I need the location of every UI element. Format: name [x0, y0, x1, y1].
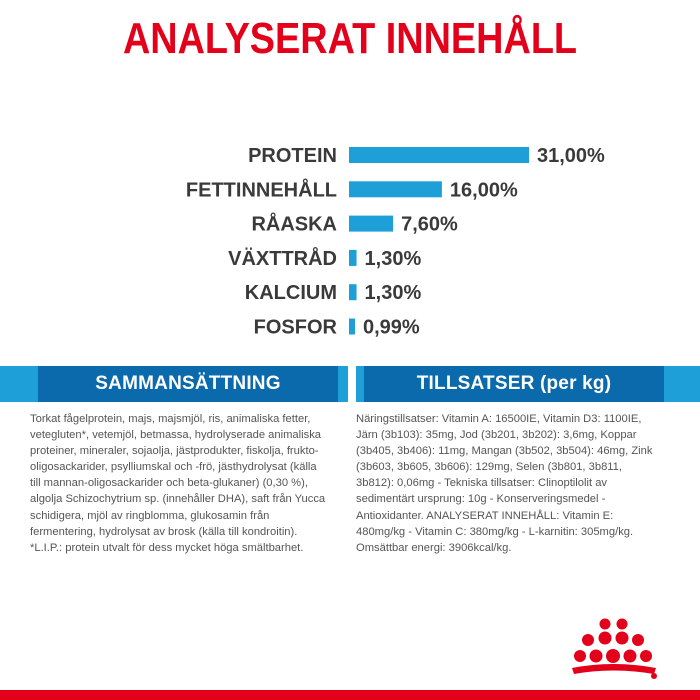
- value-label: 16,00%: [449, 179, 518, 202]
- bar: [349, 250, 357, 266]
- additives-heading: [364, 366, 664, 402]
- footer-red-line: [0, 690, 700, 700]
- additives-text: Näringstillsatser: Vitamin A: 16500IE, Vitamin D3: 1100IE, Järn (3b103): 35mg, Jod (3b201, 3b202): 3,6mg, Koppar (3b405, 3b406): 11mg, Mangan (3b502, 3b504): 46mg, Zink (3b603, 3b605, 3b606): 129mg, Selen (3b801, 3b811, 3b812): 0,06mg - Tekniska tillsatser: Clinoptilolit av sedimentärt ursprung: 10g - Konserveringsmedel - Antioxidanter. ANALYSERAT INNEHÅLL: Vitamin E: 480mg/kg - Vitamin C: 380mg/kg - L-karnitin: 305mg/kg. Omsättbar energi: 3906kcal/kg.: [356, 413, 653, 554]
- bar: [349, 147, 529, 163]
- value-label: 31,00%: [537, 145, 605, 167]
- nutrient-bar-chart: [0, 140, 700, 360]
- category-label: VÄXTTRÅD: [228, 247, 337, 270]
- bar: [349, 319, 355, 335]
- category-label: PROTEIN: [248, 145, 337, 167]
- value-label: 0,99%: [363, 316, 420, 339]
- value-label: 1,30%: [364, 247, 422, 270]
- royal-canin-crown-icon: [566, 616, 666, 682]
- bar: [349, 181, 442, 197]
- category-label: FOSFOR: [253, 316, 337, 339]
- bar: [349, 284, 357, 300]
- category-label: FETTINNEHÅLL: [185, 179, 337, 202]
- composition-heading: SAMMANSÄTTNING: [38, 366, 338, 402]
- category-label: RÅASKA: [251, 213, 337, 236]
- category-label: KALCIUM: [244, 282, 337, 305]
- page-title: ANALYSERAT INNEHÅLL: [122, 14, 578, 63]
- bar: [349, 216, 393, 232]
- value-label: 1,30%: [364, 282, 422, 305]
- value-label: 7,60%: [401, 213, 458, 236]
- additives-heading-text: TILLSATSER (per kg): [416, 373, 612, 394]
- composition-text: Torkat fågelprotein, majs, majsmjöl, ris, animaliska fetter, vetegluten*, vetemjöl, betmassa, hydrolyserade animaliska proteiner, mineraler, sojaolja, jästprodukter, fiskolja, frukto-oligosackarider, psylliumskal och -frö, jästhydrolysat (källa till mannan-oligosackarider och beta-glukaner) (0,30 %), algolja Schizochytrium sp. (innehåller DHA), saft från Yucca schidigera, mjöl av ringblomma, glukosamin från fermentering, hydrolysat av brosk (källa till kondroitin). *L.I.P.: protein utvalt för dess mycket höga smältbarhet.: [30, 413, 326, 554]
